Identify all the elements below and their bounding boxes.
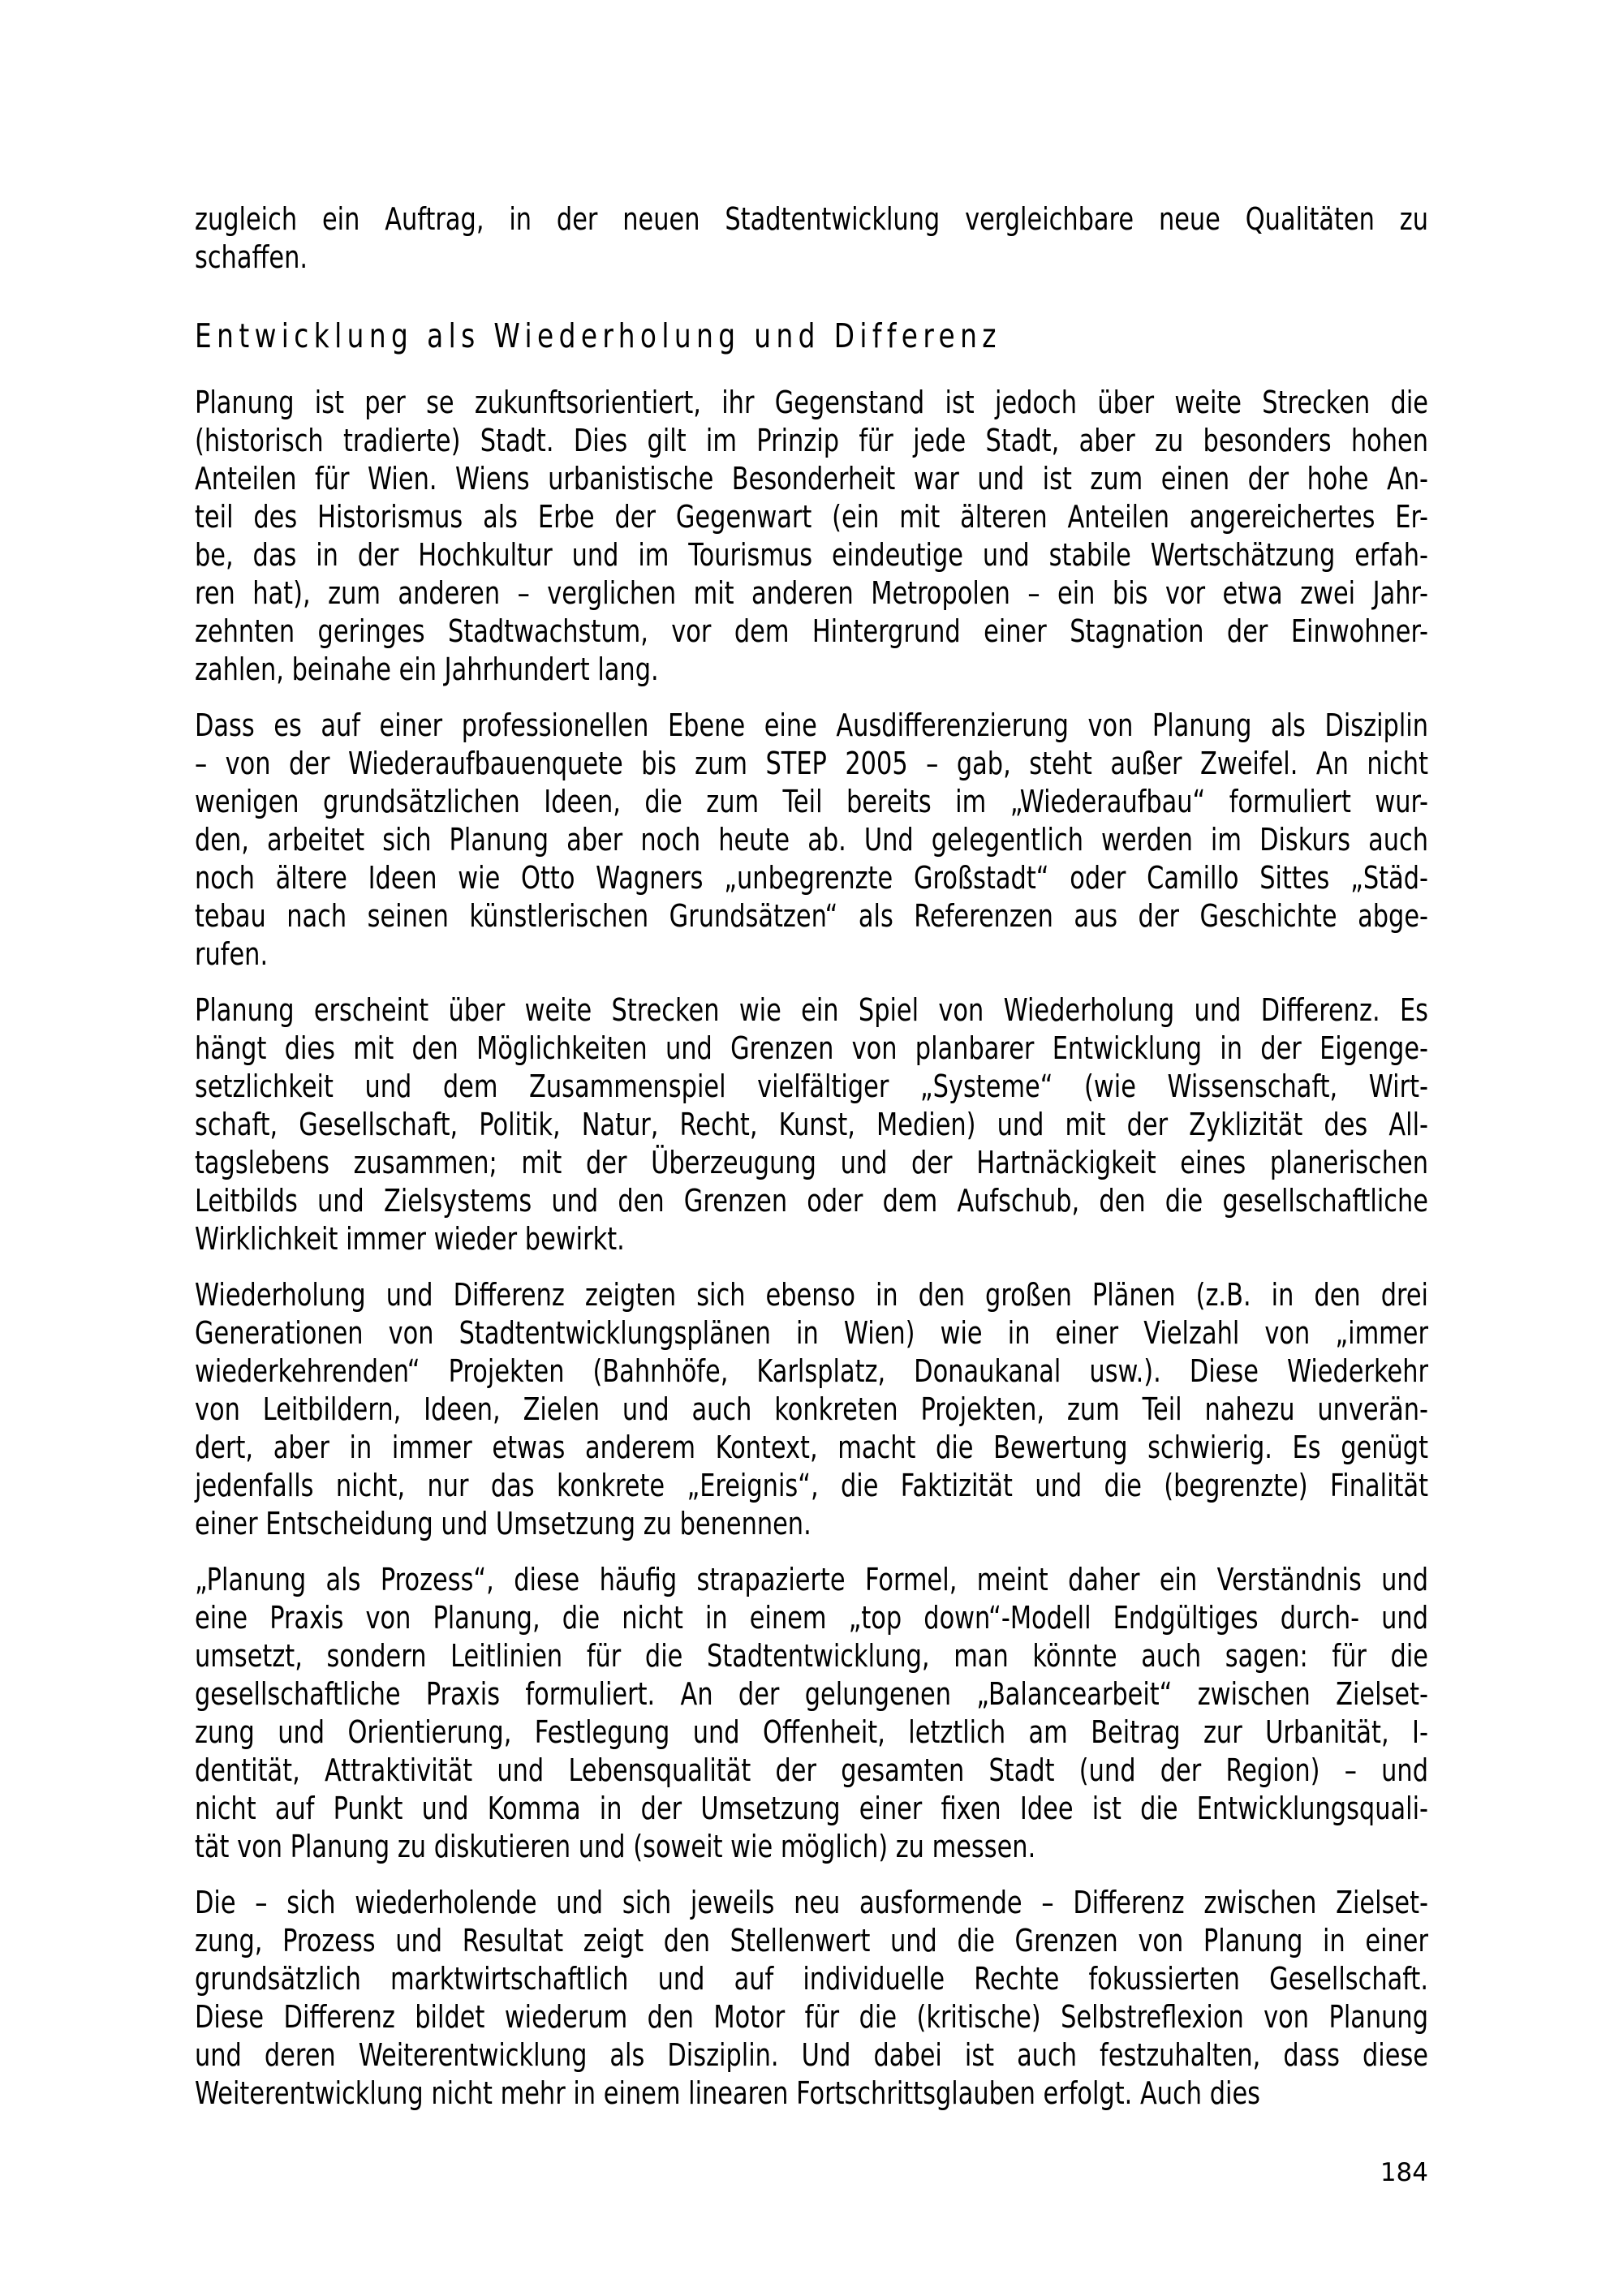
text-line: setzlichkeit und dem Zusammenspiel vielfältiger „Systeme“ (wie Wissenschaft, Wirt-: [195, 1068, 1428, 1104]
text-line: zehnten geringes Stadtwachstum, vor dem Hintergrund einer Stagnation der Einwohner-: [195, 613, 1428, 649]
text-line: zugleich ein Auftrag, in der neuen Stadtentwicklung vergleichbare neue Qualitäten zu: [195, 201, 1428, 237]
body-paragraph-5: [195, 1561, 1428, 1866]
text-line: dentität, Attraktivität und Lebensqualität der gesamten Stadt (und der Region) – und: [195, 1752, 1428, 1788]
text-line: Planung erscheint über weite Strecken wie ein Spiel von Wiederholung und Differenz. Es: [195, 992, 1428, 1028]
intro-paragraph: [195, 200, 1428, 277]
text-line: schaft, Gesellschaft, Politik, Natur, Recht, Kunst, Medien) und mit der Zyklizität des All-: [195, 1107, 1428, 1142]
text-line: hängt dies mit den Möglichkeiten und Grenzen von planbarer Entwicklung in der Eigenge-: [195, 1030, 1428, 1066]
text-line: einer Entscheidung und Umsetzung zu benennen.: [195, 1506, 812, 1541]
text-line: wiederkehrenden“ Projekten (Bahnhöfe, Karlsplatz, Donaukanal usw.). Diese Wiederkehr: [195, 1353, 1428, 1389]
text-line: Anteilen für Wien. Wiens urbanistische Besonderheit war und ist zum einen der hohe An-: [195, 461, 1428, 497]
text-line: den, arbeitet sich Planung aber noch heute ab. Und gelegentlich werden im Diskurs auch: [195, 822, 1428, 858]
body-paragraph-6: [195, 1884, 1428, 2113]
body-paragraph-3: [195, 991, 1428, 1258]
text-line: Weiterentwicklung nicht mehr in einem linearen Fortschrittsglauben erfolgt. Auch dies: [195, 2075, 1261, 2111]
text-line: tagslebens zusammen; mit der Überzeugung und der Hartnäckigkeit eines planerischen: [195, 1145, 1428, 1180]
text-line: tät von Planung zu diskutieren und (soweit wie möglich) zu messen.: [195, 1829, 1036, 1864]
text-line: Die – sich wiederholende und sich jeweils neu ausformende – Differenz zwischen Zielset-: [195, 1885, 1428, 1920]
text-line: Wiederholung und Differenz zeigten sich ebenso in den großen Plänen (z.B. in den drei: [195, 1277, 1428, 1313]
text-line: nicht auf Punkt und Komma in der Umsetzung einer fixen Idee ist die Entwicklungsquali-: [195, 1791, 1428, 1826]
text-line: Planung ist per se zukunftsorientiert, ihr Gegenstand ist jedoch über weite Strecken die: [195, 385, 1428, 420]
text-line: dert, aber in immer etwas anderem Kontext, macht die Bewertung schwierig. Es genügt: [195, 1430, 1428, 1465]
text-line: wenigen grundsätzlichen Ideen, die zum Teil bereits im „Wiederaufbau“ formuliert wur-: [195, 784, 1428, 819]
text-line: schaffen.: [195, 239, 308, 275]
body-paragraph-1: [195, 384, 1428, 689]
text-line: „Planung als Prozess“, diese häufig strapazierte Formel, meint daher ein Verständnis und: [195, 1562, 1428, 1597]
text-line: eine Praxis von Planung, die nicht in einem „top down“-Modell Endgültiges durch- und: [195, 1600, 1428, 1636]
text-line: und deren Weiterentwicklung als Disziplin. Und dabei ist auch festzuhalten, dass diese: [195, 2037, 1428, 2073]
text-line: rufen.: [195, 936, 269, 972]
text-line: Dass es auf einer professionellen Ebene eine Ausdifferenzierung von Planung als Disziplin: [195, 707, 1428, 743]
text-line: von Leitbildern, Ideen, Zielen und auch konkreten Projekten, zum Teil nahezu unverän-: [195, 1391, 1428, 1427]
text-line: tebau nach seinen künstlerischen Grundsätzen“ als Referenzen aus der Geschichte abge-: [195, 898, 1428, 934]
text-line: Wirklichkeit immer wieder bewirkt.: [195, 1221, 625, 1257]
body-paragraph-4: [195, 1276, 1428, 1543]
text-line: – von der Wiederaufbauenquete bis zum STEP 2005 – gab, steht außer Zweifel. An nicht: [195, 746, 1428, 781]
text-line: umsetzt, sondern Leitlinien für die Stadtentwicklung, man könnte auch sagen: für die: [195, 1638, 1428, 1674]
body-paragraph-2: [195, 707, 1428, 974]
text-line: zahlen, beinahe ein Jahrhundert lang.: [195, 651, 659, 687]
page-number: 184: [1380, 2158, 1428, 2187]
page-content: [195, 200, 1428, 2113]
text-line: zung und Orientierung, Festlegung und Offenheit, letztlich am Beitrag zur Urbanität, I-: [195, 1714, 1428, 1750]
text-line: Diese Differenz bildet wiederum den Motor für die (kritische) Selbstreflexion von Planung: [195, 1999, 1428, 2035]
text-line: gesellschaftliche Praxis formuliert. An der gelungenen „Balancearbeit“ zwischen Zielset-: [195, 1676, 1428, 1712]
text-line: jedenfalls nicht, nur das konkrete „Ereignis“, die Faktizität und die (begrenzte) Finalität: [195, 1468, 1428, 1503]
text-line: Generationen von Stadtentwicklungsplänen in Wien) wie in einer Vielzahl von „immer: [195, 1315, 1428, 1351]
text-line: grundsätzlich marktwirtschaftlich und auf individuelle Rechte fokussierten Gesellschaft.: [195, 1961, 1428, 1997]
section-heading: Entwicklung als Wiederholung und Differenz: [195, 316, 1001, 355]
text-line: (historisch tradierte) Stadt. Dies gilt im Prinzip für jede Stadt, aber zu besonders hohen: [195, 423, 1428, 458]
text-line: noch ältere Ideen wie Otto Wagners „unbegrenzte Großstadt“ oder Camillo Sittes „Städ-: [195, 860, 1428, 896]
text-line: Leitbilds und Zielsystems und den Grenzen oder dem Aufschub, den die gesellschaftliche: [195, 1183, 1428, 1219]
text-line: zung, Prozess und Resultat zeigt den Stellenwert und die Grenzen von Planung in einer: [195, 1923, 1428, 1958]
text-line: be, das in der Hochkultur und im Tourismus eindeutige und stabile Wertschätzung erfah-: [195, 537, 1428, 573]
text-line: teil des Historismus als Erbe der Gegenwart (ein mit älteren Anteilen angereichertes Er-: [195, 499, 1428, 535]
text-line: ren hat), zum anderen – verglichen mit anderen Metropolen – ein bis vor etwa zwei Jahr-: [195, 575, 1428, 611]
